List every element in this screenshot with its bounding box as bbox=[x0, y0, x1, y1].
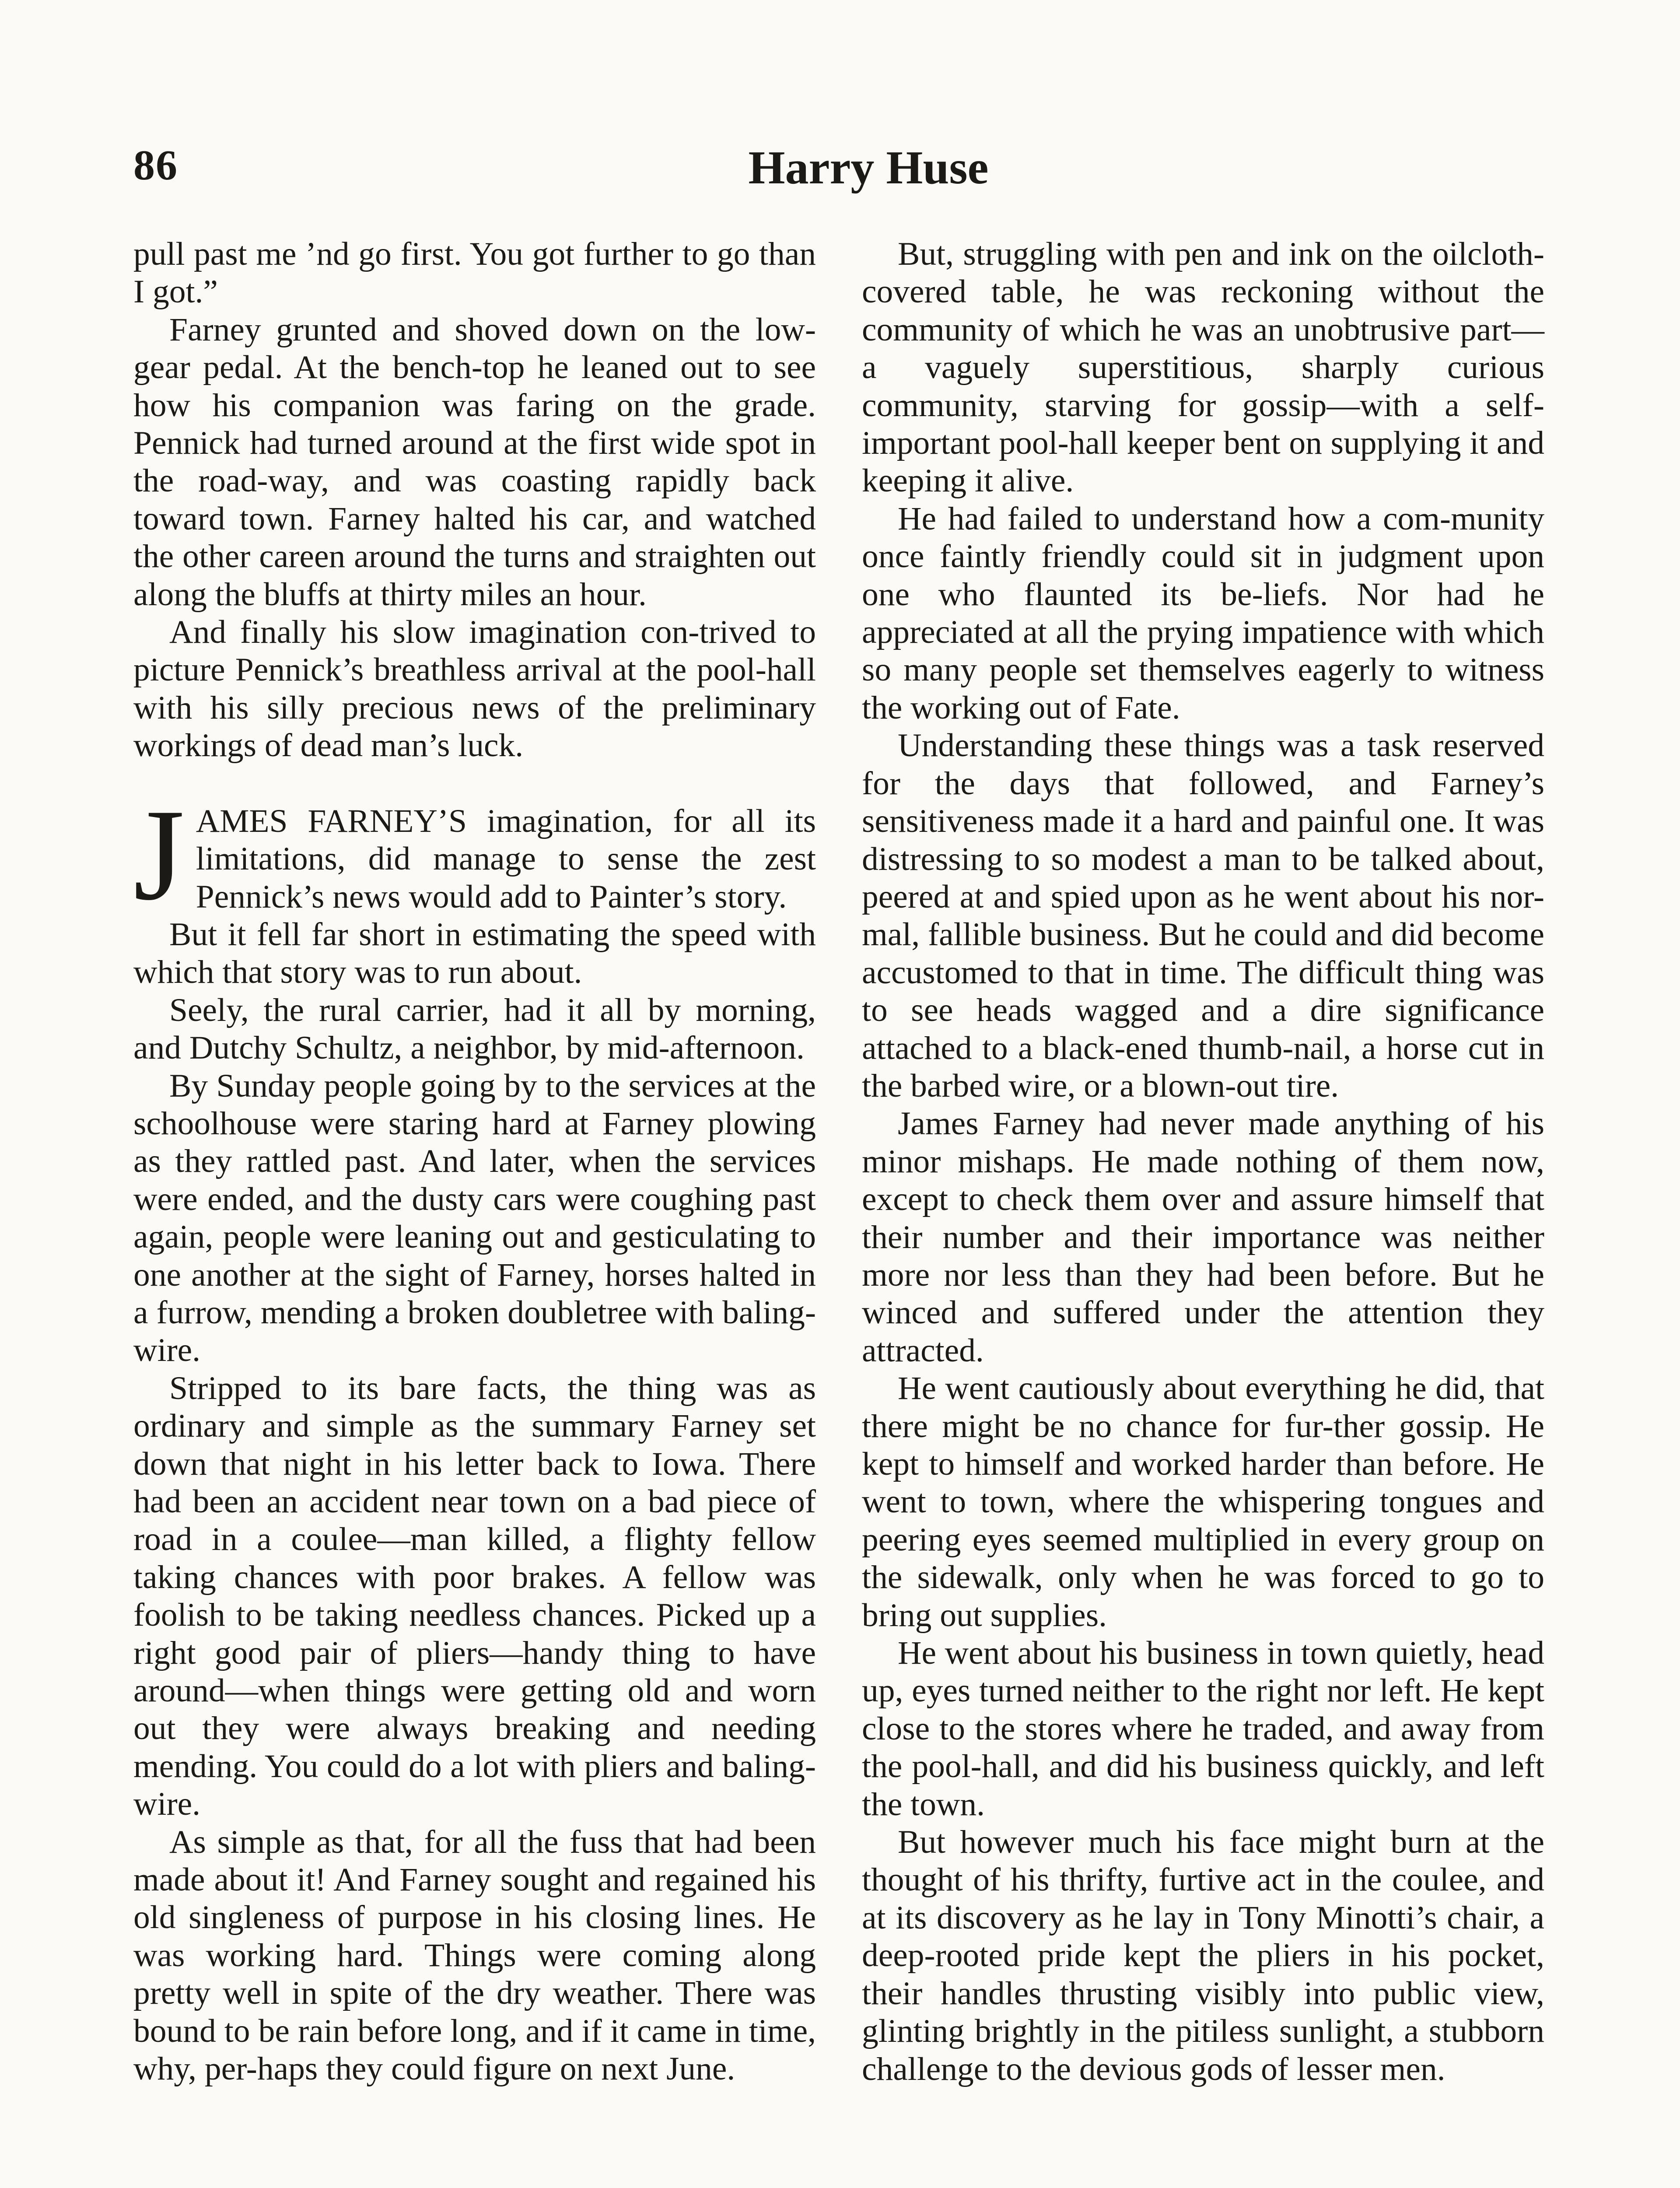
paragraph: He went about his business in town quietly, head up, eyes turned neither to the right nor left. He kept close to the stores where he traded, and away from the pool-hall, and did his business quickly, and left the town. bbox=[862, 1635, 1544, 1823]
paragraph: But however much his face might burn at the thought of his thrifty, furtive act in the coulee, and at its discovery as he lay in Tony Minotti’s chair, a deep-rooted pride kept the pliers in his pocket, their handles thrusting visibly into public view, glinting brightly in the pitiless sunlight, a stubborn challenge to the devious gods of lesser men. bbox=[862, 1824, 1544, 2087]
right-column bbox=[862, 235, 1544, 2088]
running-head: Harry Huse bbox=[748, 142, 989, 194]
paragraph: Understanding these things was a task reserved for the days that followed, and Farney’s sensitiveness made it a hard and painful one. It was distressing to so modest a man to be talked about, peered at and spied upon as he went about his nor-mal, fallible business. But he could and did become accustomed to that in time. The difficult thing was to see heads wagged and a dire significance attached to a black-ened thumb-nail, a horse cut in the barbed wire, or a blown-out tire. bbox=[862, 727, 1544, 1104]
paragraph: He went cautiously about everything he did, that there might be no chance for fur-ther gossip. He kept to himself and worked harder than before. He went to town, where the whispering tongues and peering eyes seemed multiplied in every group on the sidewalk, only when he was forced to go to bring out supplies. bbox=[862, 1370, 1544, 1634]
drop-cap: J bbox=[133, 782, 185, 927]
paragraph: By Sunday people going by to the services at the schoolhouse were staring hard at Farney plowing as they rattled past. And later, when the services were ended, and the dusty cars were coughing past again, people were leaning out and gesticulating to one another at the sight of Farney, horses halted in a furrow, mending a broken doubletree with baling-wire. bbox=[133, 1067, 816, 1369]
page-number: 86 bbox=[133, 142, 178, 189]
paragraph: And finally his slow imagination con-trived to picture Pennick’s breathless arrival at the pool-hall with his silly precious news of the preliminary workings of dead man’s luck. bbox=[133, 614, 816, 764]
paragraph: He had failed to understand how a com-munity once faintly friendly could sit in judgment upon one who flaunted its be-liefs. Nor had he appreciated at all the prying impatience with which so many people set themselves eagerly to witness the working out of Fate. bbox=[862, 500, 1544, 726]
paragraph: Stripped to its bare facts, the thing was as ordinary and simple as the summary Farney set down that night in his letter back to Iowa. There had been an accident near town on a bad piece of road in a coulee—man killed, a flighty fellow taking chances with poor brakes. A fellow was foolish to be taking needless chances. Picked up a right good pair of pliers—handy thing to have around—when things were getting old and worn out they were always breaking and needing mending. You could do a lot with pliers and baling-wire. bbox=[133, 1370, 816, 1823]
section-opening-text: AMES FARNEY’S imagination, for all its limitations, did manage to sense the zest Pennick’s news would add to Painter’s story. bbox=[196, 803, 816, 915]
section-opening-paragraph bbox=[133, 782, 816, 927]
paragraph: pull past me ’nd go first. You got further to go than I got.” bbox=[133, 236, 816, 310]
paragraph: But, struggling with pen and ink on the oilcloth-covered table, he was reckoning without the community of which he was an unobtrusive part—a vaguely superstitious, sharply curious community, starving for gossip—with a self-important pool-hall keeper bent on supplying it and keeping it alive. bbox=[862, 236, 1544, 499]
paragraph: But it fell far short in estimating the speed with which that story was to run about. bbox=[133, 916, 816, 991]
paragraph: Seely, the rural carrier, had it all by morning, and Dutchy Schultz, a neighbor, by mid-afternoon. bbox=[133, 992, 816, 1066]
left-column bbox=[133, 235, 816, 2088]
paragraph: Farney grunted and shoved down on the low-gear pedal. At the bench-top he leaned out to see how his companion was faring on the grade. Pennick had turned around at the first wide spot in the road-way, and was coasting rapidly back toward town. Farney halted his car, and watched the other careen around the turns and straighten out along the bluffs at thirty miles an hour. bbox=[133, 311, 816, 613]
paragraph: James Farney had never made anything of his minor mishaps. He made nothing of them now, except to check them over and assure himself that their number and their importance was neither more nor less than they had been before. But he winced and suffered under the attention they attracted. bbox=[862, 1105, 1544, 1369]
paragraph: As simple as that, for all the fuss that had been made about it! And Farney sought and regained his old singleness of purpose in his closing lines. He was working hard. Things were coming along pretty well in spite of the dry weather. There was bound to be rain before long, and if it came in time, why, per-haps they could figure on next June. bbox=[133, 1823, 816, 2087]
